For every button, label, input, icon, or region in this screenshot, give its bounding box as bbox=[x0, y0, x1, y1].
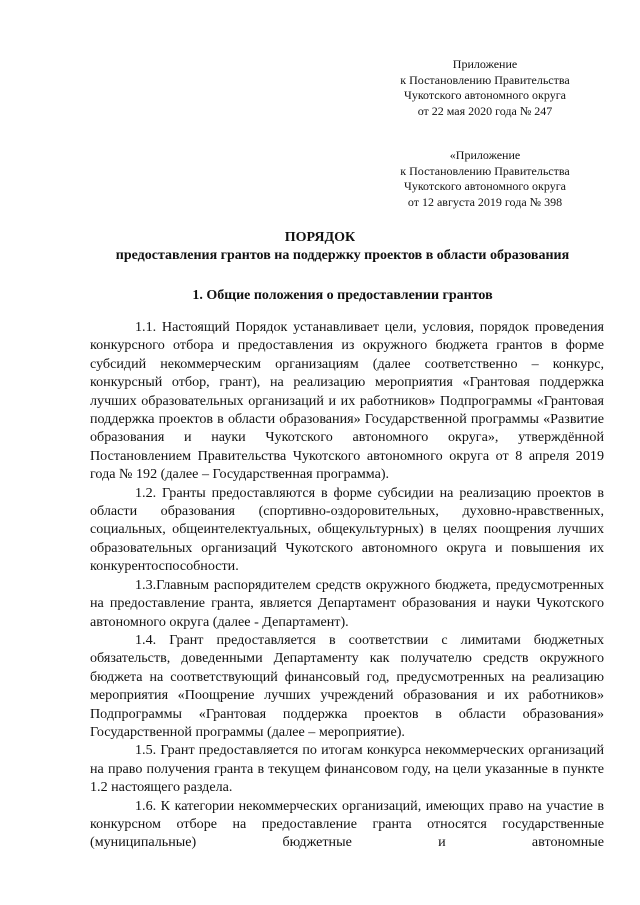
appendix-line: «Приложение bbox=[449, 148, 521, 162]
appendix-line: от 22 мая 2020 года № 247 bbox=[417, 103, 553, 118]
paragraph-1-5: 1.5. Грант предоставляется по итогам конкурса некоммерческих организаций на право получения гранта в текущем финансовом году, на цели указанные в пункте 1.2 настоящего раздела. bbox=[90, 742, 604, 796]
document-body bbox=[90, 318, 604, 852]
paragraph-1-2: 1.2. Гранты предоставляются в форме субсидии на реализацию проектов в области образования (спортивно-оздоровительных, духовно-нравственных, социальных, общеинтелектуальных, общекультурных) в целях поощрения лучших образовательных организаций Чукотского автономного округа и повышения их конкурентоспособности. bbox=[90, 484, 604, 575]
appendix-line: от 12 августа 2019 года № 398 bbox=[407, 194, 563, 209]
appendix-block-original bbox=[380, 148, 590, 210]
paragraph-1-3: 1.3.Главным распорядителем средств окружного бюджета, предусмотренных на предоставление гранта, является Департамент образования и науки Чукотского автономного округа (далее - Департамент). bbox=[90, 576, 604, 630]
document-subtitle: предоставления грантов на поддержку проектов в области образования bbox=[115, 248, 570, 263]
appendix-line: к Постановлению Правительства bbox=[400, 72, 570, 87]
paragraph-1-4: 1.4. Грант предоставляется в соответствии с лимитами бюджетных обязательств, доведенными Департаменту как получателю средств окружного бюджета на соответствующий финансовый год, предусмотренных на реализацию мероприятия «Поощрение лучших учреждений образования и их работников» Подпрограммы «Грантовая поддержка проектов в области образования» Государственной программы (далее – мероприятие). bbox=[90, 631, 604, 740]
appendix-line: к Постановлению Правительства bbox=[400, 163, 570, 178]
appendix-block-current bbox=[380, 57, 590, 119]
section-heading: 1. Общие положения о предоставлении грантов bbox=[192, 288, 493, 303]
document-title: ПОРЯДОК bbox=[284, 230, 356, 245]
appendix-line: Приложение bbox=[452, 57, 518, 71]
paragraph-1-6: 1.6. К категории некоммерческих организаций, имеющих право на участие в конкурсном отборе на предоставление гранта относятся государственные (муниципальные) бюджетные и автономные bbox=[90, 797, 604, 851]
appendix-line: Чукотского автономного округа bbox=[404, 88, 566, 102]
appendix-line: Чукотского автономного округа bbox=[404, 179, 566, 193]
paragraph-1-1: 1.1. Настоящий Порядок устанавливает цели, условия, порядок проведения конкурсного отбора и предоставления из окружного бюджета грантов в форме субсидий некоммерческим организациям (далее соответственно – конкурс, конкурсный отбор, грант), на реализацию мероприятия «Грантовая поддержка лучших образовательных организаций и их работников» Подпрограммы «Грантовая поддержка проектов в области образования» Государственной программы «Развитие образования и науки Чукотского автономного округа», утверждённой Постановлением Правительства Чукотского автономного округа от 8 апреля 2019 года № 192 (далее – Государственная программа). bbox=[90, 319, 604, 483]
